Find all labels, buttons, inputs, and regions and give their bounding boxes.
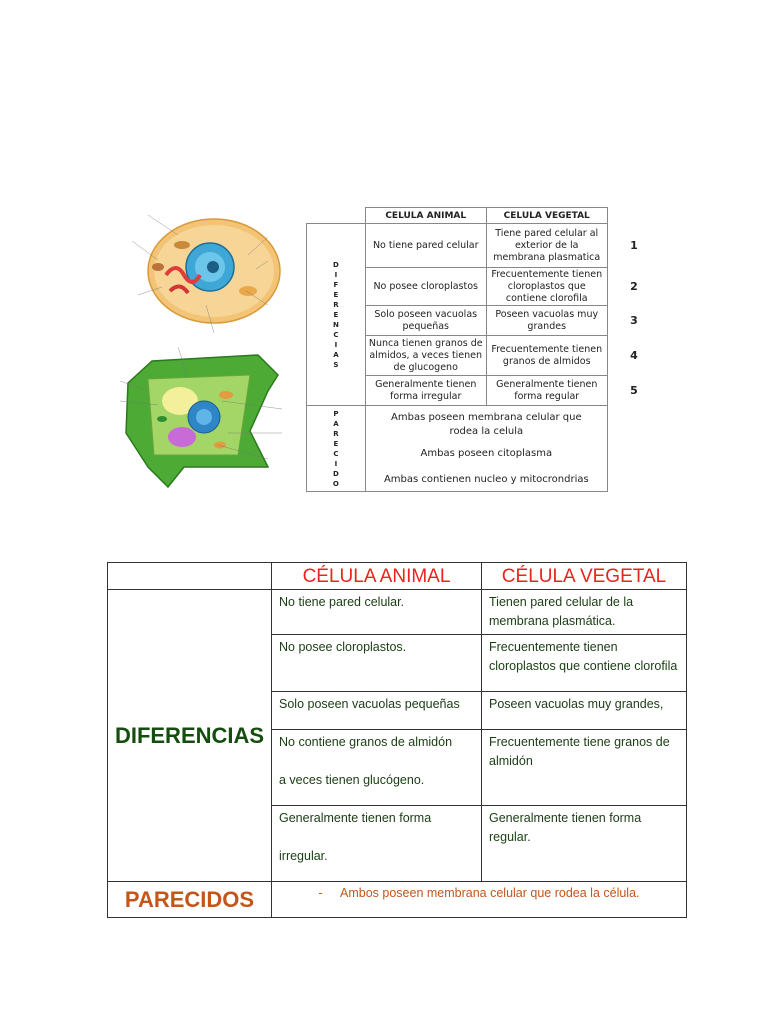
scan-parecido-label: PARECIDO xyxy=(307,406,366,492)
scan-parecidos-cell xyxy=(365,406,607,492)
animal-cell: No posee cloroplastos. xyxy=(272,635,482,692)
comparison-table xyxy=(107,562,687,918)
vegetal-cell: Generalmente tienen forma regular. xyxy=(482,806,687,882)
parecidos-cell xyxy=(272,882,687,918)
animal-cell-image xyxy=(132,215,280,333)
header-celula-animal: CÉLULA ANIMAL xyxy=(272,563,482,590)
animal-cell: Solo poseen vacuolas pequeñas xyxy=(272,692,482,730)
scan-header-animal: CELULA ANIMAL xyxy=(365,208,486,224)
animal-cell: No tiene pared celular. xyxy=(272,590,482,635)
animal-cell-line: Generalmente tienen forma xyxy=(279,811,432,825)
scan-header-vegetal: CELULA VEGETAL xyxy=(486,208,607,224)
parecido-item: Ambos poseen membrana celular que rodea la célula. xyxy=(340,886,640,900)
animal-cell-line: a veces tienen glucógeno. xyxy=(279,773,425,787)
scan-cell-animal: Nunca tienen granos de almidos, a veces tienen de glucogeno xyxy=(365,336,486,376)
scan-row-number: 3 xyxy=(630,313,638,327)
header-celula-vegetal: CÉLULA VEGETAL xyxy=(482,563,687,590)
animal-cell xyxy=(272,806,482,882)
scan-row-number: 2 xyxy=(630,279,638,293)
scan-cell-animal: Generalmente tienen forma irregular xyxy=(365,376,486,406)
scan-row-number: 5 xyxy=(630,383,638,397)
scan-diferencias-label: DIFERENCIAS xyxy=(307,224,366,406)
animal-cell xyxy=(272,730,482,806)
scan-cell-animal: No tiene pared celular xyxy=(365,224,486,268)
animal-cell-line: irregular. xyxy=(279,849,328,863)
vegetal-cell: Frecuentemente tienen cloroplastos que contiene clorofila xyxy=(482,635,687,692)
scan-cell-vegetal: Generalmente tienen forma regular xyxy=(486,376,607,406)
scan-row-number: 1 xyxy=(630,238,638,252)
vegetal-cell: Tienen pared celular de la membrana plasmática. xyxy=(482,590,687,635)
scan-cell-vegetal: Frecuentemente tienen cloroplastos que contiene clorofila xyxy=(486,268,607,306)
bullet-dash: - xyxy=(318,886,341,900)
scan-cell-animal: Solo poseen vacuolas pequeñas xyxy=(365,306,486,336)
scan-parecido-item: Ambas contienen nucleo y mitocrondrias xyxy=(383,473,589,485)
animal-cell-line: No contiene granos de almidón xyxy=(279,735,453,749)
scanned-comparison-table xyxy=(306,207,661,492)
plant-cell-image xyxy=(120,347,282,487)
corner-cell xyxy=(108,563,272,590)
scan-row-number: 4 xyxy=(630,348,638,362)
parecidos-label: PARECIDOS xyxy=(108,882,272,918)
vegetal-cell: Poseen vacuolas muy grandes, xyxy=(482,692,687,730)
vegetal-cell: Frecuentemente tiene granos de almidón xyxy=(482,730,687,806)
diferencias-label: DIFERENCIAS xyxy=(108,590,272,882)
scan-cell-animal: No posee cloroplastos xyxy=(365,268,486,306)
scan-parecido-item: Ambas poseen membrana celular que rodea la celula xyxy=(391,411,582,437)
scan-cell-vegetal: Tiene pared celular al exterior de la membrana plasmatica xyxy=(486,224,607,268)
scan-cell-vegetal: Frecuentemente tienen granos de almidos xyxy=(486,336,607,376)
cell-illustrations xyxy=(118,205,304,493)
scan-parecido-item: Ambas poseen citoplasma xyxy=(420,447,553,459)
scan-cell-vegetal: Poseen vacuolas muy grandes xyxy=(486,306,607,336)
